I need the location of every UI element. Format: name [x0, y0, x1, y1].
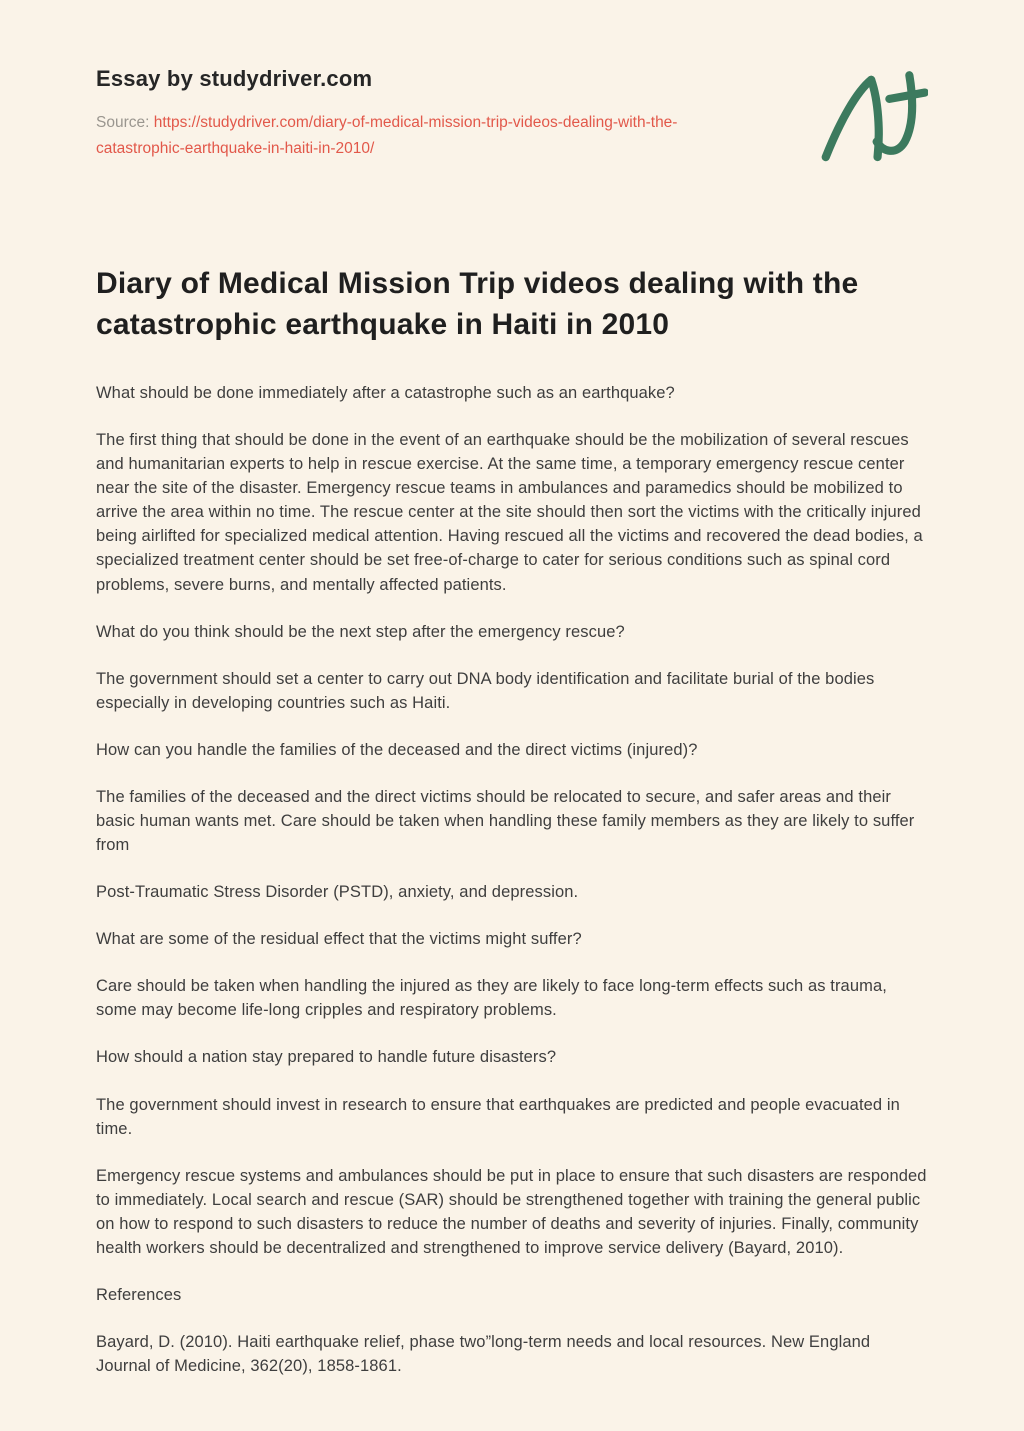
source-label: Source: [96, 114, 154, 131]
essay-paragraph: What should be done immediately after a catastrophe such as an earthquake? [96, 384, 675, 402]
source-line [96, 110, 751, 163]
essay-title: Diary of Medical Mission Trip videos dealing with the catastrophic earthquake in Haiti in 2010 [96, 267, 859, 341]
studydriver-logo-icon [818, 68, 928, 168]
essay-paragraph: The families of the deceased and the direct victims should be relocated to secure, and safer areas and their basic human wants met. Care should be taken when handling these family members as they are likely to suffer from [96, 787, 915, 855]
essay-paragraph: How should a nation stay prepared to handle future disasters? [96, 1048, 557, 1067]
essay-paragraph: Bayard, D. (2010). Haiti earthquake relief, phase two”long-term needs and local resources. New England Journal of Medicine, 362(20), 1858-1861. [96, 1333, 871, 1376]
source-url-link[interactable]: https://studydriver.com/diary-of-medical-mission-trip-videos-dealing-with-the-catastrophic-earthquake-in-haiti-in-2010/ [96, 114, 678, 158]
essay-paragraph: The government should invest in research to ensure that earthquakes are predicted and people evacuated in time. [96, 1095, 900, 1138]
essay-paragraph: How can you handle the families of the deceased and the direct victims (injured)? [96, 740, 698, 759]
essay-paragraph: What do you think should be the next step after the emergency rescue? [96, 622, 625, 641]
essay-paragraph: References [96, 1286, 182, 1305]
essay-paragraph: The government should set a center to carry out DNA body identification and facilitate burial of the bodies especially in developing countries such as Haiti. [96, 669, 875, 712]
page-header [96, 66, 928, 168]
header-title: Essay by studydriver.com [96, 66, 373, 91]
essay-paragraph: Care should be taken when handling the injured as they are likely to face long-term effects such as trauma, some may become life-long cripples and respiratory problems. [96, 977, 887, 1020]
header-text-block [96, 66, 751, 163]
essay-body [96, 381, 928, 1378]
essay-paragraph: What are some of the residual effect that the victims might suffer? [96, 930, 582, 949]
essay-paragraph: Emergency rescue systems and ambulances should be put in place to ensure that such disasters are responded to immediately. Local search and rescue (SAR) should be strengthened together with training the general public on how to respond to such disasters to reduce the number of deaths and severity of injuries. Finally, community health workers should be decentralized and strengthened to improve service delivery (Bayard, 2010). [96, 1166, 927, 1257]
essay-paragraph: Post-Traumatic Stress Disorder (PSTD), anxiety, and depression. [96, 883, 579, 902]
essay-paragraph: The first thing that should be done in the event of an earthquake should be the mobilization of several rescues and humanitarian experts to help in rescue exercise. At the same time, a temporary emergency rescue center near the site of the disaster. Emergency rescue teams in ambulances and paramedics should be mobilized to arrive the area within no time. The rescue center at the site should then sort the victims with the critically injured being airlifted for specialized medical attention. Having rescued all the victims and recovered the dead bodies, a specialized treatment center should be set free-of-charge to cater for serious conditions such as spinal cord problems, severe burns, and mentally affected patients. [96, 431, 923, 594]
